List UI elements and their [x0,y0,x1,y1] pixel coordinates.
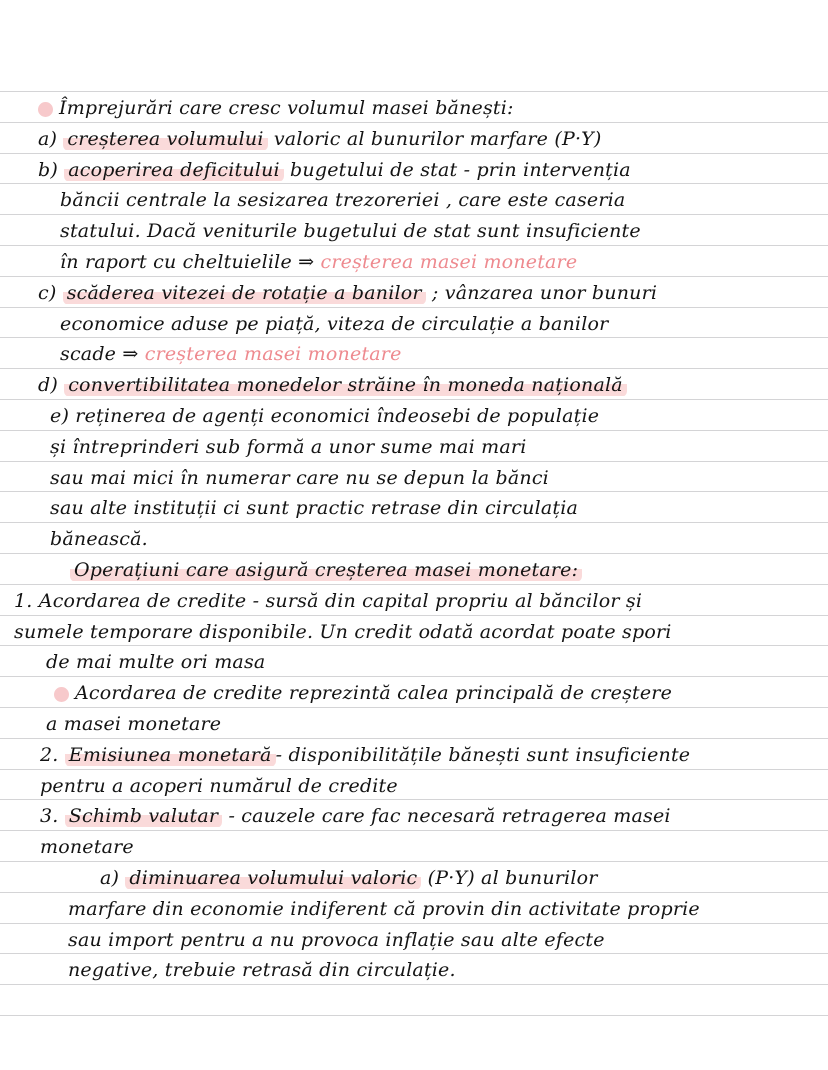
text-segment: a masei monetare [46,713,222,735]
text-segment: negative, trebuie retrasă din circulație. [68,959,456,981]
text-line [0,466,828,497]
bullet-dot-icon [54,687,69,702]
pink-conclusion-text: creșterea masei monetare [144,343,402,365]
text-segment: în raport cu cheltuielile ⇒ [60,251,321,273]
text-segment: bugetului de stat - prin intervenția [283,159,631,181]
text-segment: de mai multe ori masa [46,651,266,673]
text-segment: Acordarea de credite reprezintă calea principală de creștere [75,682,673,704]
text-segment: marfare din economie indiferent că provin din activitate proprie [68,898,700,920]
highlighted-text: creșterea volumului [63,127,267,151]
text-segment: monetare [40,836,134,858]
text-line [0,250,828,281]
text-line [0,804,828,835]
text-line [0,158,828,189]
text-line [0,219,828,250]
text-segment: - cauzele care fac necesară retragerea masei [222,805,671,827]
text-segment: b) [38,159,65,181]
text-segment: sumele temporare disponibile. Un credit odată acordat poate spori [14,621,672,643]
text-segment: sau mai mici în numerar care nu se depun la bănci [50,467,549,489]
text-segment: ; vânzarea unor bunuri [425,282,658,304]
text-line [0,496,828,527]
bullet-dot-icon [38,102,53,117]
text-line [0,373,828,404]
ruled-line [0,91,828,92]
text-line [0,620,828,651]
text-line [0,866,828,897]
text-segment: sau import pentru a nu provoca inflație sau alte efecte [68,929,605,951]
text-segment: c) [38,282,63,304]
pink-conclusion-text: creșterea masei monetare [320,251,578,273]
text-segment: băncii centrale la sesizarea trezoreriei , care este caseria [60,189,626,211]
text-segment: (P·Y) al bunurilor [421,867,598,889]
ruled-line [0,1015,828,1016]
highlighted-text: Emisiunea monetară [65,743,276,767]
highlighted-text: Operațiuni care asigură creșterea masei monetare: [70,558,582,582]
text-segment: pentru a acoperi numărul de credite [40,775,398,797]
text-segment: - disponibilitățile bănești sunt insuficiente [275,744,691,766]
text-line [0,435,828,466]
text-line [0,312,828,343]
text-line [0,342,828,373]
text-segment: e) reținerea de agenți economici îndeosebi de populație [50,405,600,427]
text-line [0,897,828,928]
text-segment: și întreprinderi sub formă a unor sume mai mari [50,436,527,458]
text-line [0,650,828,681]
text-line [0,527,828,558]
text-segment: 3. [40,805,65,827]
text-line [0,928,828,959]
text-line [0,188,828,219]
text-line [0,558,828,589]
text-segment: 1. Acordarea de credite - sursă din capital propriu al băncilor și [14,590,643,612]
text-segment: d) [38,374,65,396]
text-line [0,281,828,312]
text-line [0,404,828,435]
text-segment: economice aduse pe piață, viteza de circulație a banilor [60,313,609,335]
text-line [0,681,828,712]
text-segment: 2. [40,744,65,766]
text-line [0,835,828,866]
text-line [0,958,828,989]
highlighted-text: acoperirea deficitului [64,158,284,182]
text-line [0,774,828,805]
highlighted-text: convertibilitatea monedelor străine în moneda națională [64,373,627,397]
text-line [0,743,828,774]
text-segment: valoric al bunurilor marfare (P·Y) [267,128,602,150]
highlighted-text: scăderea vitezei de rotație a banilor [63,281,426,305]
text-line [0,712,828,743]
text-segment: Împrejurări care cresc volumul masei bănești: [59,97,514,119]
text-line [0,589,828,620]
text-line [0,127,828,158]
text-segment: a) [38,128,64,150]
highlighted-text: Schimb valutar [65,804,222,828]
text-segment: a) [100,867,126,889]
text-segment: sau alte instituții ci sunt practic retrase din circulația [50,497,579,519]
text-segment: statului. Dacă veniturile bugetului de stat sunt insuficiente [60,220,641,242]
highlighted-text: diminuarea volumului valoric [125,866,421,890]
text-segment: bănească. [50,528,148,550]
text-segment: scade ⇒ [60,343,145,365]
text-line [0,96,828,127]
